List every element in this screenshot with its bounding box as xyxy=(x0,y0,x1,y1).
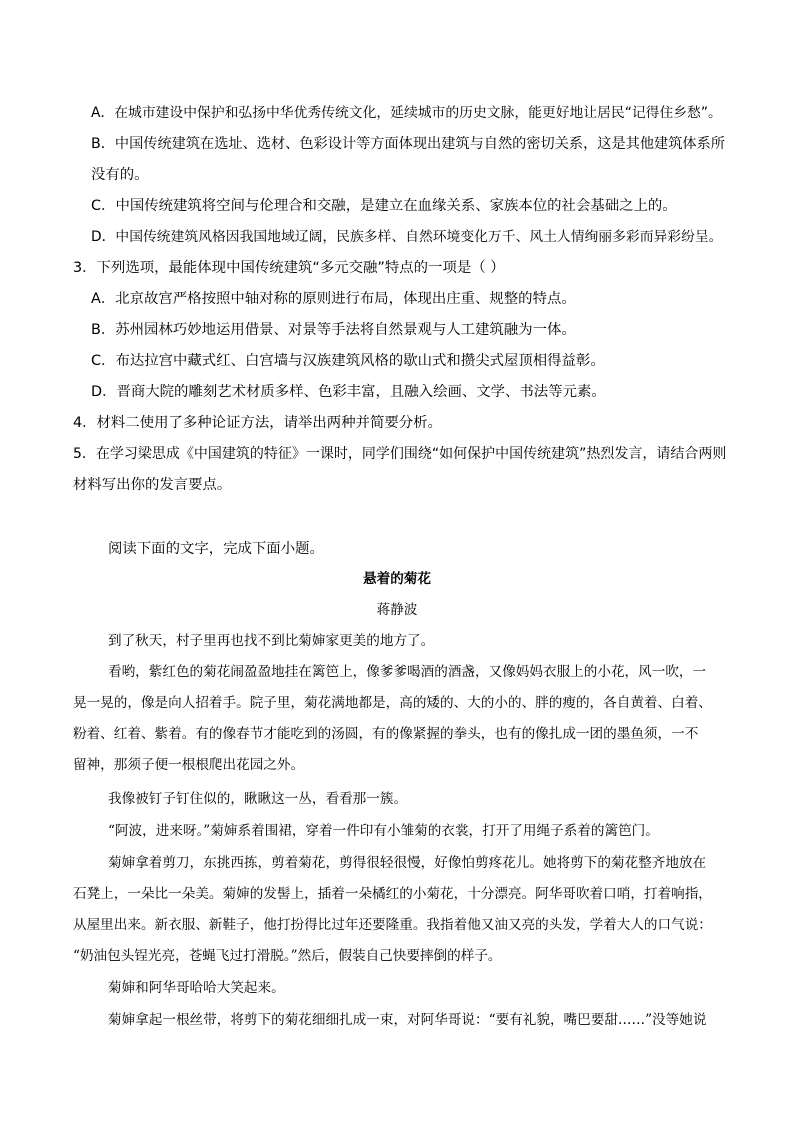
reading-line: 看哟，紫红色的菊花闹盈盈地挂在篱笆上，像爹爹喝酒的酒盏，又像妈妈衣服上的小花，风一吹，一 xyxy=(108,664,707,680)
reading-line: 粉着、红着、紫着。有的像春节才能吃到的汤圆，有的像紧握的拳头，也有的像扎成一团的墨鱼须，一不 xyxy=(73,726,699,742)
q3-stem: 3．下列选项，最能体现中国传统建筑“多元交融”特点的一项是（ ） xyxy=(73,260,505,276)
q3-option-c: C．布达拉宫中藏式红、白宫墙与汉族建筑风格的歇山式和攒尖式屋顶相得益彰。 xyxy=(91,353,605,369)
reading-line: 晃一晃的，像是向人招着手。院子里，菊花满地都是，高的矮的、大的小的、胖的瘦的，各自黄着、白着、 xyxy=(73,695,712,711)
reading-line: 菊婶拿起一根丝带，将剪下的菊花细细扎成一束，对阿华哥说：“要有礼貌，嘴巴要甜……”没等她说 xyxy=(108,1012,707,1028)
reading-author: 蒋静波 xyxy=(376,602,418,618)
q5-stem-line1: 5．在学习梁思成《中国建筑的特征》一课时，同学们围绕“如何保护中国传统建筑”热烈发言，请结合两则 xyxy=(73,446,727,462)
reading-line: 石凳上，一朵比一朵美。菊婶的发髻上，插着一朵橘红的小菊花，十分漂亮。阿华哥吹着口哨，打着响指， xyxy=(73,886,712,902)
reading-line: 从屋里出来。新衣服、新鞋子，他打扮得比过年还要隆重。我指着他又油又亮的头发，学着大人的口气说： xyxy=(73,917,712,933)
reading-line: “奶油包头锃光亮，苍蝇飞过打滑脱。”然后，假装自己快要摔倒的样子。 xyxy=(73,948,502,964)
q2-option-c: C．中国传统建筑将空间与伦理合和交融，是建立在血缘关系、家族本位的社会基础之上的。 xyxy=(91,198,677,214)
q3-option-b: B．苏州园林巧妙地运用借景、对景等手法将自然景观与人工建筑融为一体。 xyxy=(91,322,576,338)
q3-option-a: A．北京故宫严格按照中轴对称的原则进行布局，体现出庄重、规整的特点。 xyxy=(91,291,576,307)
reading-line: “阿波，进来呀。”菊婶系着围裙，穿着一件印有小雏菊的衣裳，打开了用绳子系着的篱笆门。 xyxy=(108,823,659,839)
reading-line: 菊婶拿着剪刀，东挑西拣，剪着菊花，剪得很轻很慢，好像怕剪疼花儿。她将剪下的菊花整齐地放在 xyxy=(108,855,707,871)
q2-option-d: D．中国传统建筑风格因我国地域辽阔，民族多样、自然环境变化万千、风土人情绚丽多彩而异彩纷呈。 xyxy=(91,229,723,245)
reading-line: 我像被钉子钉住似的，瞅瞅这一丛，看看那一簇。 xyxy=(108,791,408,807)
q2-option-a: A．在城市建设中保护和弘扬中华优秀传统文化，延续城市的历史文脉，能更好地让居民“记得住乡愁”。 xyxy=(91,105,722,121)
reading-title: 悬着的菊花 xyxy=(363,571,431,587)
q2-option-b-line2: 没有的。 xyxy=(91,167,149,183)
reading-line: 到了秋天，村子里再也找不到比菊婶家更美的地方了。 xyxy=(108,633,435,649)
reading-instruction: 阅读下面的文字，完成下面小题。 xyxy=(108,541,324,557)
reading-line: 菊婶和阿华哥哈哈大笑起来。 xyxy=(108,980,285,996)
reading-line: 留神，那须子便一根根爬出花园之外。 xyxy=(73,757,305,773)
q5-stem-line2: 材料写出你的发言要点。 xyxy=(73,477,232,493)
q2-option-b-line1: B．中国传统建筑在选址、选材、色彩设计等方面体现出建筑与自然的密切关系，这是其他建筑体系所 xyxy=(91,136,725,152)
q3-option-d: D．晋商大院的雕刻艺术材质多样、色彩丰富，且融入绘画、文学、书法等元素。 xyxy=(91,384,606,400)
q4-stem: 4．材料二使用了多种论证方法，请举出两种并简要分析。 xyxy=(73,415,442,431)
